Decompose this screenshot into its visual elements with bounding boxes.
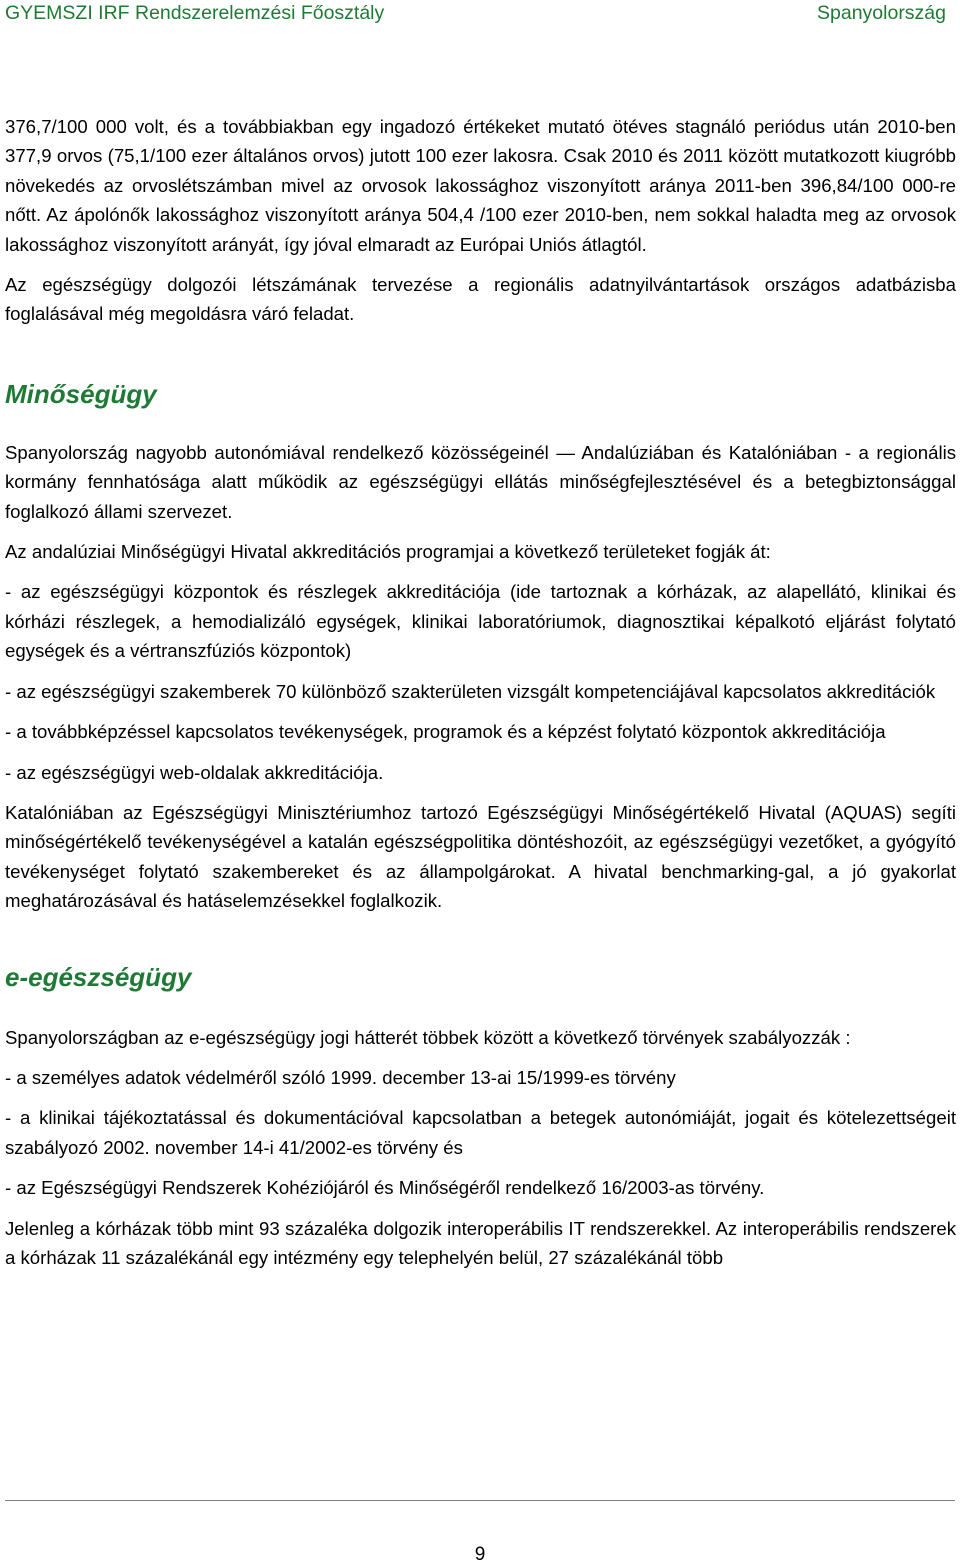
list-item-quality-2: - az egészségügyi szakemberek 70 különböző szakterületen vizsgált kompetenciájával kapcsolatos akkreditációk (5, 680, 936, 702)
page-number: 9 (474, 1544, 486, 1565)
paragraph-quality-1: Spanyolország nagyobb autonómiával rendelkező közösségeinél ― Andalúziában és Katalóniában - a regionális kormány fennhatósága alatt működik az egészségügyi ellátás minőségfejlesztésével és a betegbiztonsággal foglalkozó állami szervezet. (5, 441, 956, 522)
list-item-quality-3: - a továbbképzéssel kapcsolatos tevékenységek, programok és a képzést folytató központok akkreditációja (5, 721, 886, 743)
paragraph-intro-1: 376,7/100 000 volt, és a továbbiakban egy ingadozó értékeket mutató ötéves stagnáló periódus után 2010-ben 377,9 orvos (75,1/100 ezer általános orvos) jutott 100 ezer lakosra. Csak 2010 és 2011 között mutatkozott kiugróbb növekedés az orvoslétszámban mivel az orvosok lakossághoz viszonyított aránya 2011-ben 396,84/100 000-re nőtt. Az ápolónők lakossághoz viszonyított aránya 504,4 /100 ezer 2010-ben, nem sokkal haladta meg az orvosok lakossághoz viszonyított arányát, így jóval elmaradt az Európai Uniós átlagtól. (5, 116, 956, 255)
list-item-ehealth-1: - a személyes adatok védelméről szóló 1999. december 13-ai 15/1999-es törvény (5, 1066, 676, 1088)
list-item-quality-1: - az egészségügyi központok és részlegek akkreditációja (ide tartoznak a kórházak, az alapellátó, klinikai és kórházi részlegek, a hemodializáló egységek, klinikai laboratóriumok, diagnosztikai képalkotó eljárást folytató egységek és a vértranszfúziós központok) (5, 581, 956, 662)
list-item-quality-4: - az egészségügyi web-oldalak akkreditációja. (5, 761, 384, 783)
paragraph-quality-2: Az andalúziai Minőségügyi Hivatal akkreditációs programjai a következő területeket fogják át: (5, 541, 771, 563)
paragraph-ehealth-2: Jelenleg a kórházak több mint 93 százaléka dolgozik interoperábilis IT rendszerekkel. Az interoperábilis rendszerek a kórházak 11 százalékánál egy intézmény egy telephelyén belül, 27 százalékánál több (5, 1217, 956, 1268)
header-country: Spanyolország (817, 2, 946, 24)
section-heading-ehealth: e-egészségügy (5, 961, 192, 992)
paragraph-intro-2: Az egészségügy dolgozói létszámának tervezése a regionális adatnyilvántartások országos adatbázisba foglalásával még megoldásra váró feladat. (5, 274, 956, 325)
header-organization: GYEMSZI IRF Rendszerelemzési Főosztály (5, 2, 385, 24)
footer-divider (5, 1500, 955, 1501)
list-item-ehealth-2: - a klinikai tájékoztatással és dokumentációval kapcsolatban a betegek autonómiáját, jogait és kötelezettségeit szabályozó 2002. november 14-i 41/2002-es törvény és (5, 1107, 956, 1158)
page-header (5, 2, 946, 34)
list-item-ehealth-3: - az Egészségügyi Rendszerek Kohéziójáról és Minőségéről rendelkező 16/2003-as törvény. (5, 1177, 765, 1199)
paragraph-ehealth-1: Spanyolországban az e-egészségügy jogi hátterét többek között a következő törvények szabályozzák : (5, 1026, 851, 1048)
document-body (5, 112, 956, 1283)
section-heading-quality: Minőségügy (5, 378, 157, 409)
paragraph-quality-3: Katalóniában az Egészségügyi Minisztériumhoz tartozó Egészségügyi Minőségértékelő Hivatal (AQUAS) segíti minőségértékelő tevékenységével a katalán egészségpolitika döntéshozóit, az egészségügyi vezetőket, a gyógyító tevékenységet folytató szakembereket és az állampolgárokat. A hivatal benchmarking-gal, a jó gyakorlat meghatározásával és hatáselemzésekkel foglalkozik. (5, 801, 956, 912)
